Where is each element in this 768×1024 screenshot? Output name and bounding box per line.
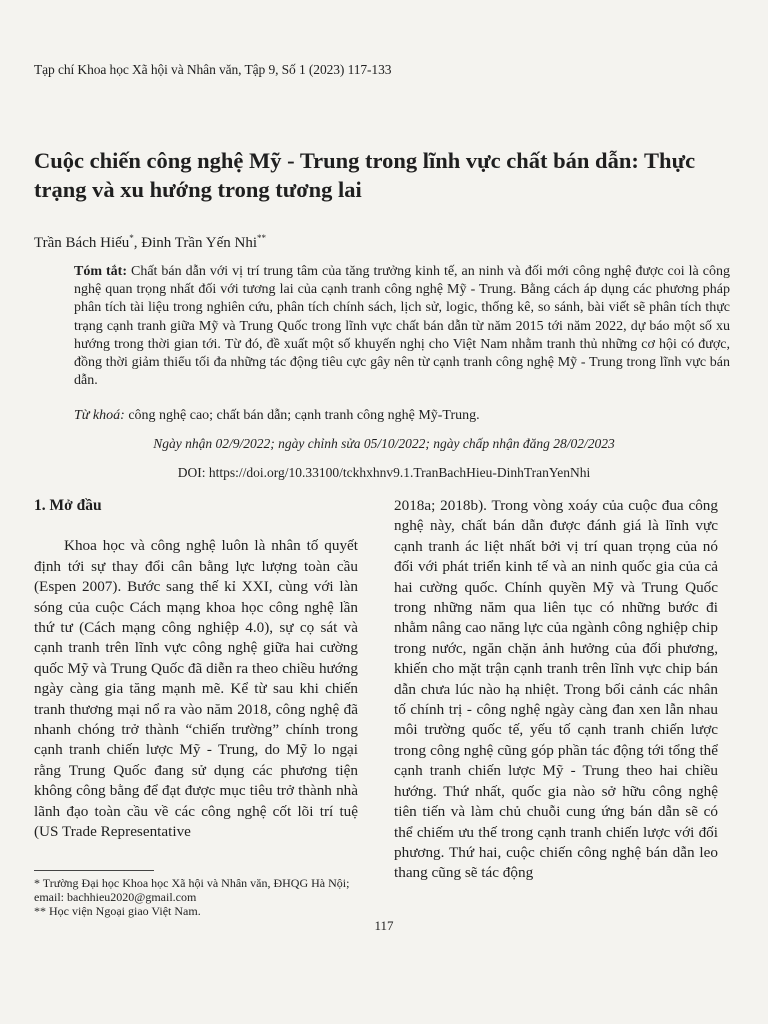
- footnote: * Trường Đại học Khoa học Xã hội và Nhân văn, ĐHQG Hà Nội; email: bachhieu2020@gmail.com: [34, 876, 350, 904]
- keywords: [74, 408, 730, 424]
- footnotes: [34, 876, 358, 918]
- keywords-text: công nghệ cao; chất bán dẫn; cạnh tranh công nghệ Mỹ-Trung.: [124, 408, 480, 423]
- abstract-label: Tóm tắt:: [74, 264, 127, 279]
- author-affiliation-mark: **: [256, 233, 266, 243]
- keywords-label: Từ khoá:: [74, 408, 125, 423]
- author-name: Trần Bách Hiếu: [34, 235, 130, 251]
- page-number: 117: [374, 918, 394, 933]
- abstract: [74, 263, 730, 390]
- section-heading: 1. Mở đầu: [34, 497, 102, 514]
- author-affiliation-mark: *: [129, 233, 134, 243]
- article-title: Cuộc chiến công nghệ Mỹ - Trung trong lĩnh vực chất bán dẫn: Thực trạng và xu hướng trong tương lai: [34, 148, 696, 202]
- abstract-text: Chất bán dẫn với vị trí trung tâm của tăng trưởng kinh tế, an ninh và đối mới công nghệ được coi là công nghệ quan trọng nhất đối với tương lai của cạnh tranh công nghệ Mỹ - Trung. Bằng cách áp dụng các phương pháp phân tích tài liệu trong nghiên cứu, phân tích chính sách, lịch sử, logic, thống kê, so sánh, bài viết sẽ phân tích thực trạng cạnh tranh giữa Mỹ và Trung Quốc trong lĩnh vực chất bán dẫn từ năm 2015 tới năm 2022, dự báo một số xu hướng trong thời gian tới. Từ đó, đề xuất một số khuyến nghị cho Việt Nam nhằm tranh thủ những cơ hội có được, đồng thời giảm thiểu tối đa những tác động tiêu cực gây nên từ cạnh tranh công nghệ Mỹ - Trung trong lĩnh vực bán dẫn.: [74, 264, 730, 389]
- author-separator: ,: [133, 235, 142, 251]
- body-paragraph: Khoa học và công nghệ luôn là nhân tố quyết định tới sự thay đổi cân bằng lực lượng toàn cầu (Espen 2007). Bước sang thế kỉ XXI, cùng với làn sóng của cuộc Cách mạng khoa học công nghệ lần thứ tư (Cách mạng công nghiệp 4.0), sự cọ sát và cạnh tranh trên lĩnh vực công nghệ giữa hai cường quốc Mỹ và Trung Quốc đã diễn ra theo chiều hướng ngày càng gia tăng mạnh mẽ. Kể từ sau khi chiến tranh thương mại nổ ra vào năm 2018, công nghệ đã nhanh chóng trở thành “chiến trường” chính trong cạnh tranh chiến lược Mỹ - Trung, do Mỹ lo ngại rằng Trung Quốc đang sử dụng các phương tiện không công bằng để đạt được mục tiêu trở thành nhà lãnh đạo toàn cầu về các công nghệ cốt lõi trí tuệ (US Trade Representative: [34, 537, 358, 841]
- submission-dates: Ngày nhận 02/9/2022; ngày chỉnh sửa 05/10/2022; ngày chấp nhận đăng 28/02/2023: [153, 436, 615, 451]
- left-column: [34, 496, 358, 843]
- doi-line: DOI: https://doi.org/10.33100/tckhxhnv9.1.TranBachHieu-DinhTranYenNhi: [177, 465, 591, 480]
- body-paragraph: 2018a; 2018b). Trong vòng xoáy của cuộc đua công nghệ này, chất bán dẫn được đánh giá là lĩnh vực cạnh tranh ác liệt nhất bởi vị trí quan trọng của nó đối với phát triển kinh tế và an ninh quốc gia của cả hai cường quốc. Chính quyền Mỹ và Trung Quốc trong những năm qua liên tục có những bước đi nhằm nâng cao năng lực của ngành công nghiệp chip trong nước, ngăn chặn ảnh hưởng của đối phương, khiến cho mặt trận cạnh tranh trên lĩnh vực chip bán dẫn chưa lúc nào hạ nhiệt. Trong bối cảnh các nhân tố chính trị - công nghệ ngày càng đan xen lẫn nhau môi trường quốc tế, yếu tố cạnh tranh chiến lược trong công nghệ cũng góp phần tác động tới tổng thể cạnh tranh chiến lược Mỹ - Trung theo hai chiều hướng. Thứ nhất, quốc gia nào sở hữu công nghệ tiên tiến và làm chủ chuỗi cung ứng bán dẫn sẽ có thể chiếm ưu thế trong cạnh tranh chiến lược với đối phương. Thứ hai, cuộc chiến công nghệ bán dẫn leo thang cũng sẽ tác động: [394, 497, 718, 882]
- journal-citation: Tạp chí Khoa học Xã hội và Nhân văn, Tập 9, Số 1 (2023) 117-133: [34, 62, 392, 77]
- right-column: [394, 496, 718, 884]
- author-line: [34, 233, 266, 252]
- footnote-divider: [34, 870, 154, 871]
- footnote: ** Học viện Ngoại giao Việt Nam.: [34, 904, 201, 918]
- author-name: Đinh Trần Yến Nhi: [141, 235, 257, 251]
